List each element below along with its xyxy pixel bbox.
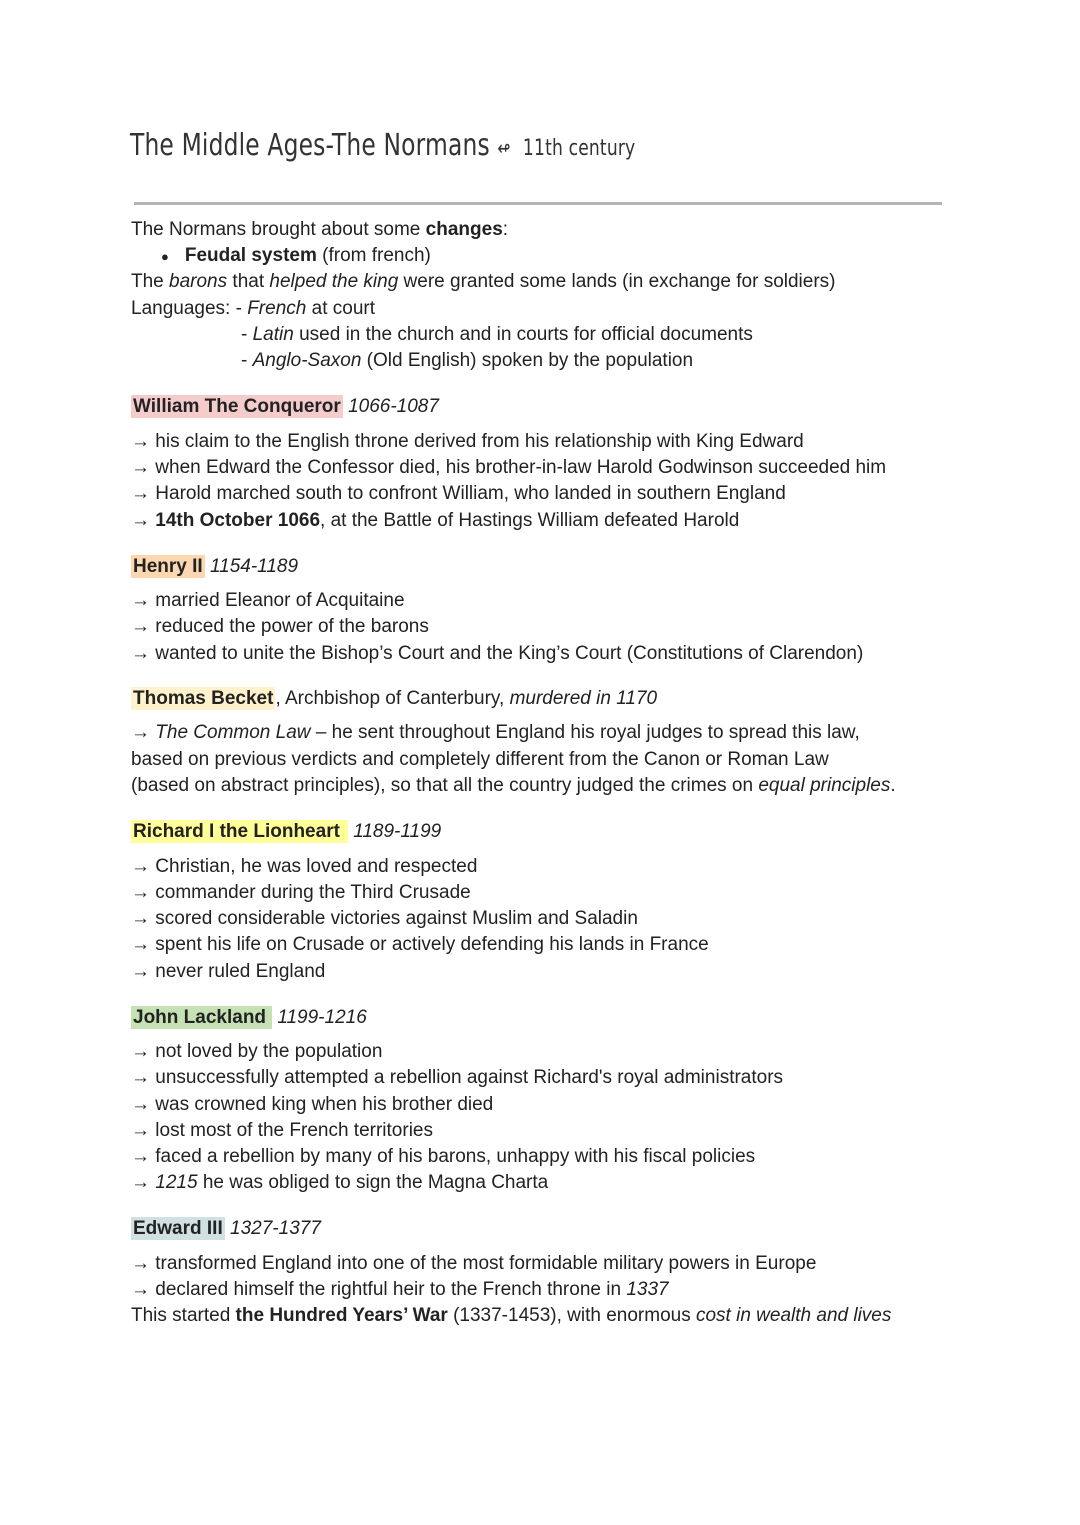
list-item: → transformed England into one of the most formidable military powers in Europe (131, 1253, 817, 1274)
list-item: → spent his life on Crusade or actively defending his lands in France (131, 934, 709, 955)
list-item: → scored considerable victories against Muslim and Saladin (131, 908, 638, 929)
list-item: → was crowned king when his brother died (131, 1094, 494, 1115)
becket-heading: Thomas Becket , Archbishop of Canterbury, murdered in 1170 (133, 688, 658, 709)
list-item: → Christian, he was loved and respected (131, 856, 478, 877)
page-title (130, 128, 635, 163)
becket-paragraph-line: → The Common Law – he sent throughout England his royal judges to spread this law, (131, 722, 860, 743)
list-item: → never ruled England (131, 961, 326, 982)
languages-line: Languages: - French at court (131, 298, 375, 319)
list-item: → his claim to the English throne derived from his relationship with King Edward (131, 431, 804, 452)
intro-line: The Normans brought about some changes: (131, 219, 509, 240)
list-item: → 1215 he was obliged to sign the Magna Charta (131, 1172, 549, 1193)
richard-heading: Richard I the Lionheart 1189-1199 (133, 821, 442, 842)
list-item: → lost most of the French territories (131, 1120, 433, 1141)
title-main: The Middle Ages-The Normans (130, 128, 490, 163)
list-item: → not loved by the population (131, 1041, 383, 1062)
list-item: → 14th October 1066, at the Battle of Hastings William defeated Harold (131, 510, 740, 531)
feudal-bullet: ● Feudal system (from french) (161, 245, 431, 266)
william-heading: William The Conqueror 1066-1087 (133, 396, 439, 417)
latin-line: - Latin used in the church and in courts for official documents (241, 324, 753, 345)
list-item: → declared himself the rightful heir to the French throne in 1337 (131, 1279, 669, 1300)
list-item: → married Eleanor of Acquitaine (131, 590, 405, 611)
title-divider (134, 202, 942, 205)
list-item: → reduced the power of the barons (131, 616, 429, 637)
return-arrow-icon: ↫ (497, 136, 511, 160)
becket-paragraph-line: based on previous verdicts and completely different from the Canon or Roman Law (131, 749, 829, 770)
becket-paragraph-line: (based on abstract principles), so that all the country judged the crimes on equal principles. (131, 775, 896, 796)
list-item: → unsuccessfully attempted a rebellion against Richard's royal administrators (131, 1067, 784, 1088)
anglo-saxon-line: - Anglo-Saxon (Old English) spoken by the population (241, 350, 694, 371)
bullet-icon: ● (161, 249, 169, 264)
henry-heading: Henry II 1154-1189 (133, 556, 299, 577)
list-item: → faced a rebellion by many of his barons, unhappy with his fiscal policies (131, 1146, 756, 1167)
list-item: → Harold marched south to confront William, who landed in southern England (131, 483, 786, 504)
hundred-years-war-line: This started the Hundred Years’ War (1337-1453), with enormous cost in wealth and lives (131, 1305, 892, 1326)
john-heading: John Lackland 1199-1216 (133, 1007, 367, 1028)
barons-line: The barons that helped the king were granted some lands (in exchange for soldiers) (131, 271, 836, 292)
edward-heading: Edward III 1327-1377 (133, 1218, 321, 1239)
list-item: → commander during the Third Crusade (131, 882, 471, 903)
list-item: → wanted to unite the Bishop’s Court and the King’s Court (Constitutions of Clarendon) (131, 643, 864, 664)
title-subtitle: 11th century (522, 136, 636, 161)
list-item: → when Edward the Confessor died, his brother-in-law Harold Godwinson succeeded him (131, 457, 887, 478)
